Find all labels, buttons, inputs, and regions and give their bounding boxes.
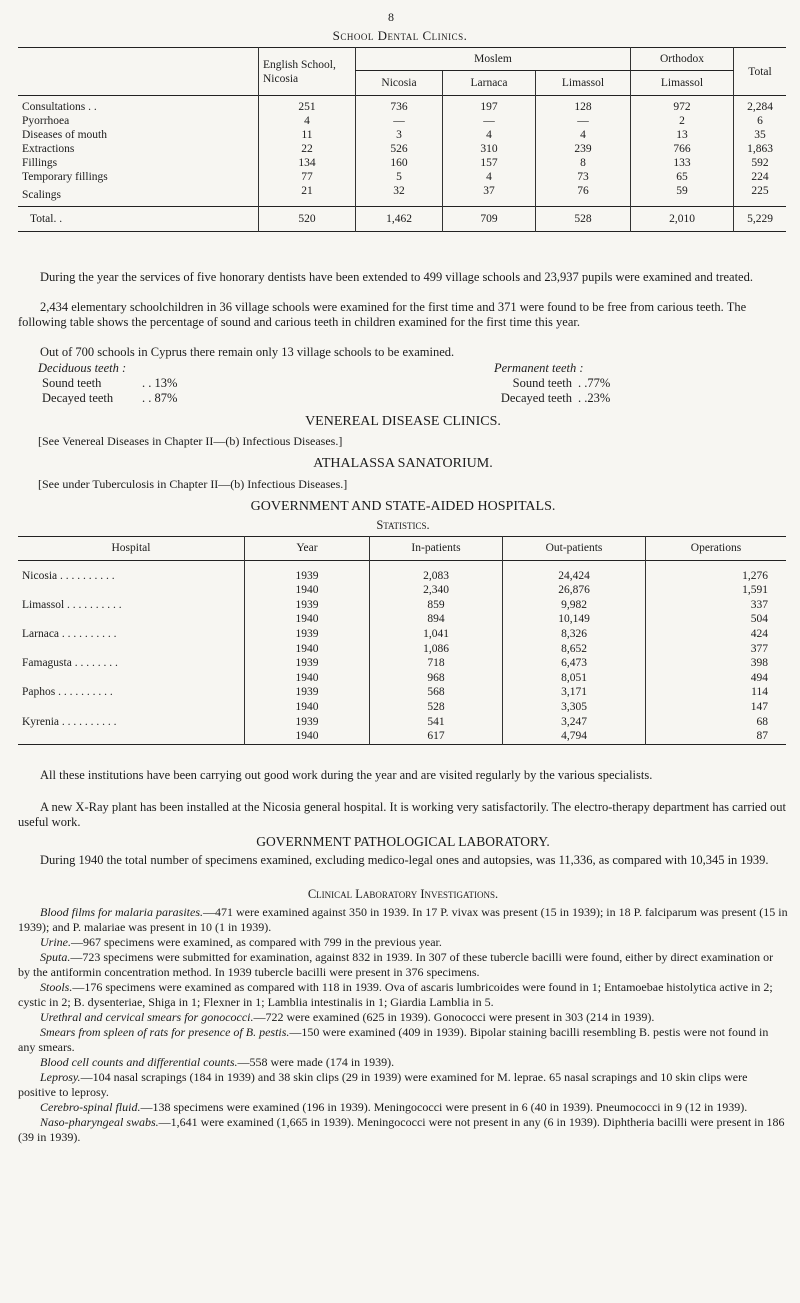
table-cell: 1,276 bbox=[646, 560, 787, 583]
total-cell: 709 bbox=[443, 207, 536, 232]
lab-item-text: —150 were examined (409 in 1939). Bipolar staining bacilli resembling B. pestis were not found in any smears. bbox=[18, 1025, 769, 1054]
statistics-heading: Statistics. bbox=[376, 518, 430, 532]
table-cell: 617 bbox=[370, 729, 503, 744]
table-cell: 1939 bbox=[245, 656, 370, 671]
lab-item bbox=[18, 935, 788, 950]
header-in-patients: In-patients bbox=[370, 537, 503, 561]
table-cell: 8,326 bbox=[503, 627, 646, 642]
table-cell: — bbox=[536, 114, 631, 128]
header-moslem: Moslem bbox=[356, 48, 631, 71]
lab-item-heading: Urethral and cervical smears for gonococci. bbox=[40, 1010, 254, 1024]
total-cell: 2,010 bbox=[631, 207, 734, 232]
table-cell: 32 bbox=[356, 184, 443, 207]
teeth-label: Sound teeth bbox=[512, 376, 572, 390]
lab-item bbox=[18, 1115, 788, 1145]
athalassa-see: [See under Tuberculosis in Chapter II—(b) Infectious Diseases.] bbox=[38, 477, 348, 491]
table-cell: 4 bbox=[443, 170, 536, 184]
lab-item-heading: Urine. bbox=[40, 935, 71, 949]
row-label: Fillings bbox=[22, 157, 58, 169]
table-cell: 197 bbox=[443, 96, 536, 115]
table-cell: 5 bbox=[356, 170, 443, 184]
table-cell: 398 bbox=[646, 656, 787, 671]
lab-item-heading: Sputa. bbox=[40, 950, 71, 964]
table-row bbox=[18, 184, 786, 207]
lab-item bbox=[18, 1025, 788, 1055]
table-cell: 894 bbox=[370, 612, 503, 627]
header-english-school: English School, Nicosia bbox=[259, 48, 356, 96]
table-cell: 11 bbox=[259, 128, 356, 142]
table-row bbox=[18, 598, 786, 613]
table-cell: 77 bbox=[259, 170, 356, 184]
table-cell: 337 bbox=[646, 598, 787, 613]
table-row bbox=[18, 583, 786, 598]
table-cell: 2,083 bbox=[370, 560, 503, 583]
table-cell: 157 bbox=[443, 156, 536, 170]
hospital-statistics-table bbox=[18, 536, 786, 745]
table-cell: 2 bbox=[631, 114, 734, 128]
total-cell: 5,229 bbox=[734, 207, 787, 232]
lab-item bbox=[18, 1010, 788, 1025]
header-orthodox-limassol: Limassol bbox=[631, 71, 734, 96]
lab-item-text: —558 were made (174 in 1939). bbox=[237, 1055, 395, 1069]
dental-clinics-table bbox=[18, 47, 786, 232]
table-cell: 3,247 bbox=[503, 715, 646, 730]
row-label: Diseases of mouth bbox=[22, 129, 107, 141]
teeth-value: . .77% bbox=[578, 376, 611, 390]
table-cell: 3,171 bbox=[503, 685, 646, 700]
table-row bbox=[18, 114, 786, 128]
table-cell: 1,086 bbox=[370, 642, 503, 657]
header-limassol: Limassol bbox=[536, 71, 631, 96]
table-row bbox=[18, 715, 786, 730]
teeth-value: . .23% bbox=[578, 391, 611, 405]
table-row bbox=[18, 128, 786, 142]
table-cell: 1939 bbox=[245, 685, 370, 700]
lab-item-heading: Leprosy. bbox=[40, 1070, 81, 1084]
table-cell: 2,284 bbox=[734, 96, 787, 115]
venereal-heading: VENEREAL DISEASE CLINICS. bbox=[305, 414, 501, 429]
teeth-label: Decayed teeth bbox=[42, 391, 114, 405]
hospital-name bbox=[18, 671, 245, 686]
table-cell: 59 bbox=[631, 184, 734, 207]
table-cell: 8,051 bbox=[503, 671, 646, 686]
table-cell: 1940 bbox=[245, 729, 370, 744]
table-cell: 68 bbox=[646, 715, 787, 730]
table-row bbox=[18, 671, 786, 686]
table-row bbox=[18, 627, 786, 642]
hospital-name: Larnaca . . . . . . . . . . bbox=[22, 627, 117, 640]
lab-item-heading: Smears from spleen of rats for presence of B. pestis. bbox=[40, 1025, 290, 1039]
teeth-label: Decayed teeth bbox=[500, 391, 572, 405]
table-cell: 718 bbox=[370, 656, 503, 671]
table-cell: — bbox=[443, 114, 536, 128]
table-cell: 1,041 bbox=[370, 627, 503, 642]
table-row bbox=[18, 685, 786, 700]
row-label: Pyorrhoea bbox=[22, 115, 70, 127]
lab-item-heading: Stools. bbox=[40, 980, 73, 994]
table-cell: 1939 bbox=[245, 715, 370, 730]
table-row bbox=[18, 156, 786, 170]
laboratory-heading: GOVERNMENT PATHOLOGICAL LABORATORY. bbox=[256, 834, 550, 849]
table-row bbox=[18, 612, 786, 627]
header-nicosia: Nicosia bbox=[356, 71, 443, 96]
table-cell: 134 bbox=[259, 156, 356, 170]
table-cell: 1940 bbox=[245, 671, 370, 686]
lab-item bbox=[18, 1100, 788, 1115]
table-cell: 859 bbox=[370, 598, 503, 613]
lab-item bbox=[18, 980, 788, 1010]
hospital-name: Limassol . . . . . . . . . . bbox=[22, 598, 122, 611]
table-cell: 541 bbox=[370, 715, 503, 730]
table-row bbox=[18, 96, 786, 115]
table-cell: 26,876 bbox=[503, 583, 646, 598]
dental-paragraph-2: 2,434 elementary schoolchildren in 36 village schools were examined for the first time and 371 were found to be free from carious teeth. The following table shows the percentage of sound and carious teeth in children examined for the first time this year. bbox=[18, 300, 747, 329]
table-row bbox=[18, 142, 786, 156]
header-out-patients: Out-patients bbox=[503, 537, 646, 561]
table-cell: 1940 bbox=[245, 612, 370, 627]
clinical-heading: Clinical Laboratory Investigations. bbox=[307, 887, 499, 901]
table-cell: 8 bbox=[536, 156, 631, 170]
table-cell: 225 bbox=[734, 184, 787, 207]
teeth-table bbox=[42, 376, 742, 406]
table-cell: 1939 bbox=[245, 560, 370, 583]
table-cell: 1940 bbox=[245, 700, 370, 715]
lab-item-text: —471 were examined against 350 in 1939. In 17 P. vivax was present (15 in 1939); in 18 P. falciparum was present (15 in 1939); and P. malariae was present in 10 (1 in 1939). bbox=[18, 905, 788, 934]
page-number: 8 bbox=[388, 10, 394, 24]
permanent-heading: Permanent teeth : bbox=[494, 361, 584, 375]
table-cell: 73 bbox=[536, 170, 631, 184]
blank-header bbox=[18, 48, 259, 96]
laboratory-paragraph: During 1940 the total number of specimens examined, excluding medico-legal ones and autopsies, was 11,336, as compared with 10,345 in 1939. bbox=[40, 853, 769, 867]
table-cell: 972 bbox=[631, 96, 734, 115]
table-cell: — bbox=[356, 114, 443, 128]
table-cell: 1940 bbox=[245, 583, 370, 598]
lab-item-text: —176 specimens were examined as compared with 118 in 1939. Ova of ascaris lumbricoides were found in 1; Entamoebae histolytica active in 2; cystic in 2; B. dysenteriae, Shiga in 1; Flexner in 1; Lamblia intestinalis in 1; Giardia Lamblia in 5. bbox=[18, 980, 773, 1009]
table-cell: 377 bbox=[646, 642, 787, 657]
lab-item-text: —967 specimens were examined, as compared with 799 in the previous year. bbox=[71, 935, 442, 949]
table-cell: 592 bbox=[734, 156, 787, 170]
table-cell: 526 bbox=[356, 142, 443, 156]
hospital-name bbox=[18, 583, 245, 598]
lab-item-text: —104 nasal scrapings (184 in 1939) and 38 skin clips (29 in 1939) were examined for M. leprae. 65 nasal scrapings and 10 skin clips were positive to leprosy. bbox=[18, 1070, 748, 1099]
table-cell: 766 bbox=[631, 142, 734, 156]
table-cell: 1939 bbox=[245, 627, 370, 642]
hospital-name bbox=[18, 729, 245, 744]
lab-item-text: —1,641 were examined (1,665 in 1939). Meningococci were not present in any (6 in 1939). Diphtheria bacilli were present in 186 (39 in 1939). bbox=[18, 1115, 785, 1144]
table-cell: 160 bbox=[356, 156, 443, 170]
table-cell: 736 bbox=[356, 96, 443, 115]
total-row bbox=[18, 207, 786, 232]
lab-item-heading: Blood films for malaria parasites. bbox=[40, 905, 204, 919]
hospitals-paragraph-1: All these institutions have been carrying out good work during the year and are visited regularly by the various specialists. bbox=[40, 768, 653, 782]
table-cell: 224 bbox=[734, 170, 787, 184]
lab-item-text: —138 specimens were examined (196 in 1939). Meningococci were present in 6 (40 in 1939). Pneumococci in 9 (12 in 1939). bbox=[140, 1100, 748, 1114]
row-label: Extractions bbox=[22, 143, 75, 155]
teeth-label: Sound teeth bbox=[42, 376, 102, 390]
table-cell: 2,340 bbox=[370, 583, 503, 598]
table-row bbox=[18, 170, 786, 184]
header-orthodox: Orthodox bbox=[631, 48, 734, 71]
table-row bbox=[18, 729, 786, 744]
table-cell: 128 bbox=[536, 96, 631, 115]
table-row bbox=[18, 560, 786, 583]
teeth-value: . . 13% bbox=[142, 376, 178, 390]
table-cell: 133 bbox=[631, 156, 734, 170]
row-label: Consultations . . bbox=[22, 101, 97, 113]
table-cell: 76 bbox=[536, 184, 631, 207]
header-total: Total bbox=[734, 48, 787, 96]
hospital-name bbox=[18, 700, 245, 715]
table-row bbox=[18, 656, 786, 671]
table-cell: 114 bbox=[646, 685, 787, 700]
table-cell: 8,652 bbox=[503, 642, 646, 657]
table-cell: 968 bbox=[370, 671, 503, 686]
dental-paragraph-3: Out of 700 schools in Cyprus there remain only 13 village schools to be examined. bbox=[40, 345, 455, 359]
teeth-value: . . 87% bbox=[142, 391, 178, 405]
table-cell: 3 bbox=[356, 128, 443, 142]
hospital-name: Paphos . . . . . . . . . . bbox=[22, 686, 113, 699]
total-cell: 528 bbox=[536, 207, 631, 232]
hospital-name bbox=[18, 642, 245, 657]
lab-item bbox=[18, 905, 788, 935]
table-cell: 10,149 bbox=[503, 612, 646, 627]
total-cell: 520 bbox=[259, 207, 356, 232]
table-cell: 504 bbox=[646, 612, 787, 627]
athalassa-heading: ATHALASSA SANATORIUM. bbox=[313, 456, 493, 471]
table-cell: 13 bbox=[631, 128, 734, 142]
row-label: Scalings bbox=[22, 189, 61, 201]
hospital-name: Kyrenia . . . . . . . . . . bbox=[22, 715, 117, 728]
lab-item bbox=[18, 1055, 788, 1070]
lab-item bbox=[18, 1070, 788, 1100]
table-cell: 4 bbox=[443, 128, 536, 142]
lab-item-heading: Naso-pharyngeal swabs. bbox=[40, 1115, 159, 1129]
dental-paragraph-1: During the year the services of five honorary dentists have been extended to 499 village schools and 23,937 pupils were examined and treated. bbox=[40, 270, 753, 284]
table-cell: 494 bbox=[646, 671, 787, 686]
header-hospital: Hospital bbox=[111, 542, 151, 554]
lab-item-text: —723 specimens were submitted for examination, against 832 in 1939. In 307 of these tubercle bacilli were found, either by direct examination or by the antiformin concentration method. In 1939 tubercle bacilli were present in 376 specimens. bbox=[18, 950, 774, 979]
lab-item-text: —722 were examined (625 in 1939). Gonococci were present in 303 (214 in 1939). bbox=[253, 1010, 655, 1024]
table-cell: 22 bbox=[259, 142, 356, 156]
table-cell: 65 bbox=[631, 170, 734, 184]
table-cell: 1939 bbox=[245, 598, 370, 613]
table-cell: 3,305 bbox=[503, 700, 646, 715]
hospitals-paragraph-2: A new X-Ray plant has been installed at the Nicosia general hospital. It is working very satisfactorily. The electro-therapy department has carried out useful work. bbox=[18, 800, 786, 829]
hospital-name: Nicosia . . . . . . . . . . bbox=[22, 569, 115, 582]
table-cell: 1940 bbox=[245, 642, 370, 657]
table-row bbox=[18, 700, 786, 715]
table-cell: 37 bbox=[443, 184, 536, 207]
deciduous-heading: Deciduous teeth : bbox=[38, 361, 127, 375]
table-cell: 1,863 bbox=[734, 142, 787, 156]
table-cell: 35 bbox=[734, 128, 787, 142]
table-cell: 239 bbox=[536, 142, 631, 156]
table-cell: 4 bbox=[536, 128, 631, 142]
total-label: Total. . bbox=[30, 213, 63, 225]
clinics-title: School Dental Clinics. bbox=[332, 28, 468, 43]
table-cell: 24,424 bbox=[503, 560, 646, 583]
table-row bbox=[18, 642, 786, 657]
table-cell: 9,982 bbox=[503, 598, 646, 613]
header-larnaca: Larnaca bbox=[443, 71, 536, 96]
header-year: Year bbox=[245, 537, 370, 561]
hospital-name bbox=[18, 612, 245, 627]
table-cell: 6,473 bbox=[503, 656, 646, 671]
row-label: Temporary fillings bbox=[22, 171, 108, 183]
venereal-see: [See Venereal Diseases in Chapter II—(b) Infectious Diseases.] bbox=[38, 434, 343, 448]
table-cell: 147 bbox=[646, 700, 787, 715]
table-cell: 21 bbox=[259, 184, 356, 207]
table-cell: 4,794 bbox=[503, 729, 646, 744]
table-cell: 568 bbox=[370, 685, 503, 700]
hospitals-heading: GOVERNMENT AND STATE-AIDED HOSPITALS. bbox=[250, 499, 556, 514]
table-cell: 528 bbox=[370, 700, 503, 715]
table-cell: 4 bbox=[259, 114, 356, 128]
table-cell: 1,591 bbox=[646, 583, 787, 598]
table-cell: 251 bbox=[259, 96, 356, 115]
hospital-name: Famagusta . . . . . . . . bbox=[22, 657, 118, 670]
table-cell: 6 bbox=[734, 114, 787, 128]
lab-item bbox=[18, 950, 788, 980]
table-cell: 87 bbox=[646, 729, 787, 744]
header-operations: Operations bbox=[646, 537, 787, 561]
lab-item-heading: Blood cell counts and differential counts. bbox=[40, 1055, 238, 1069]
table-cell: 310 bbox=[443, 142, 536, 156]
table-cell: 424 bbox=[646, 627, 787, 642]
lab-investigations bbox=[18, 905, 788, 1145]
total-cell: 1,462 bbox=[356, 207, 443, 232]
lab-item-heading: Cerebro-spinal fluid. bbox=[40, 1100, 141, 1114]
